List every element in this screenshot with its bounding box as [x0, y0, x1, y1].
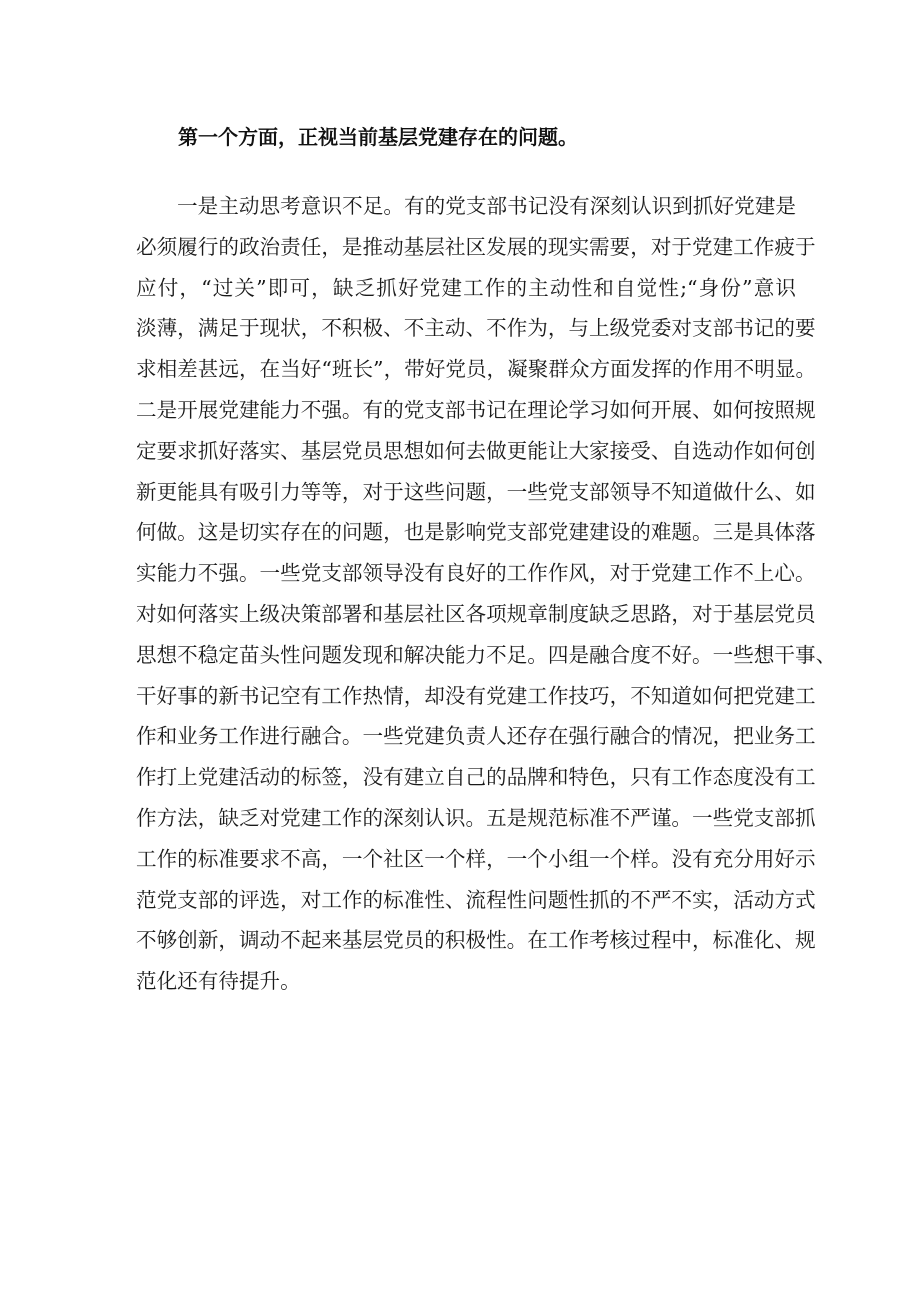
paragraph-line: 新更能具有吸引力等等，对于这些问题，一些党支部领导不知道做什么、如: [136, 479, 816, 504]
section-heading: 第一个方面，正视当前基层党建存在的问题。: [178, 125, 578, 149]
paragraph-line: 工作的标准要求不高，一个社区一个样，一个小组一个样。没有充分用好示: [136, 846, 816, 871]
paragraph-line: 干好事的新书记空有工作热情，却没有党建工作技巧，不知道如何把党建工: [136, 683, 816, 708]
paragraph-line: 一是主动思考意识不足。有的党支部书记没有深刻认识到抓好党建是: [177, 194, 796, 218]
paragraph-line: 何做。这是切实存在的问题，也是影响党支部党建建设的难题。三是具体落: [136, 520, 816, 545]
paragraph-line: 应付，“过关”即可，缺乏抓好党建工作的主动性和自觉性;“身份”意识: [136, 275, 796, 300]
paragraph-line: 求相差甚远，在当好“班长”，带好党员，凝聚群众方面发挥的作用不明显。: [136, 357, 817, 382]
paragraph-line: 思想不稳定苗头性问题发现和解决能力不足。四是融合度不好。一些想干事、: [136, 642, 837, 667]
paragraph-line: 二是开展党建能力不强。有的党支部书记在理论学习如何开展、如何按照规: [136, 397, 816, 422]
paragraph-line: 淡薄，满足于现状，不积极、不主动、不作为，与上级党委对支部书记的要: [136, 316, 816, 341]
paragraph-line: 作打上党建活动的标签，没有建立自己的品牌和特色，只有工作态度没有工: [136, 765, 816, 790]
paragraph-line: 不够创新，调动不起来基层党员的积极性。在工作考核过程中，标准化、规: [136, 928, 816, 953]
paragraph-line: 范化还有待提升。: [136, 969, 301, 994]
paragraph-line: 范党支部的评选，对工作的标准性、流程性问题性抓的不严不实，活动方式: [136, 887, 816, 912]
paragraph-line: 作和业务工作进行融合。一些党建负责人还存在强行融合的情况，把业务工: [136, 724, 816, 749]
paragraph-line: 定要求抓好落实、基层党员思想如何去做更能让大家接受、自选动作如何创: [136, 438, 816, 463]
paragraph-line: 作方法，缺乏对党建工作的深刻认识。五是规范标准不严谨。一些党支部抓: [136, 805, 816, 830]
paragraph-line: 必须履行的政治责任，是推动基层社区发展的现实需要，对于党建工作疲于: [136, 234, 816, 259]
paragraph-line: 实能力不强。一些党支部领导没有良好的工作作风，对于党建工作不上心。: [136, 561, 816, 586]
body-paragraph: [136, 186, 837, 1002]
paragraph-line: 对如何落实上级决策部署和基层社区各项规章制度缺乏思路，对于基层党员: [136, 601, 816, 626]
